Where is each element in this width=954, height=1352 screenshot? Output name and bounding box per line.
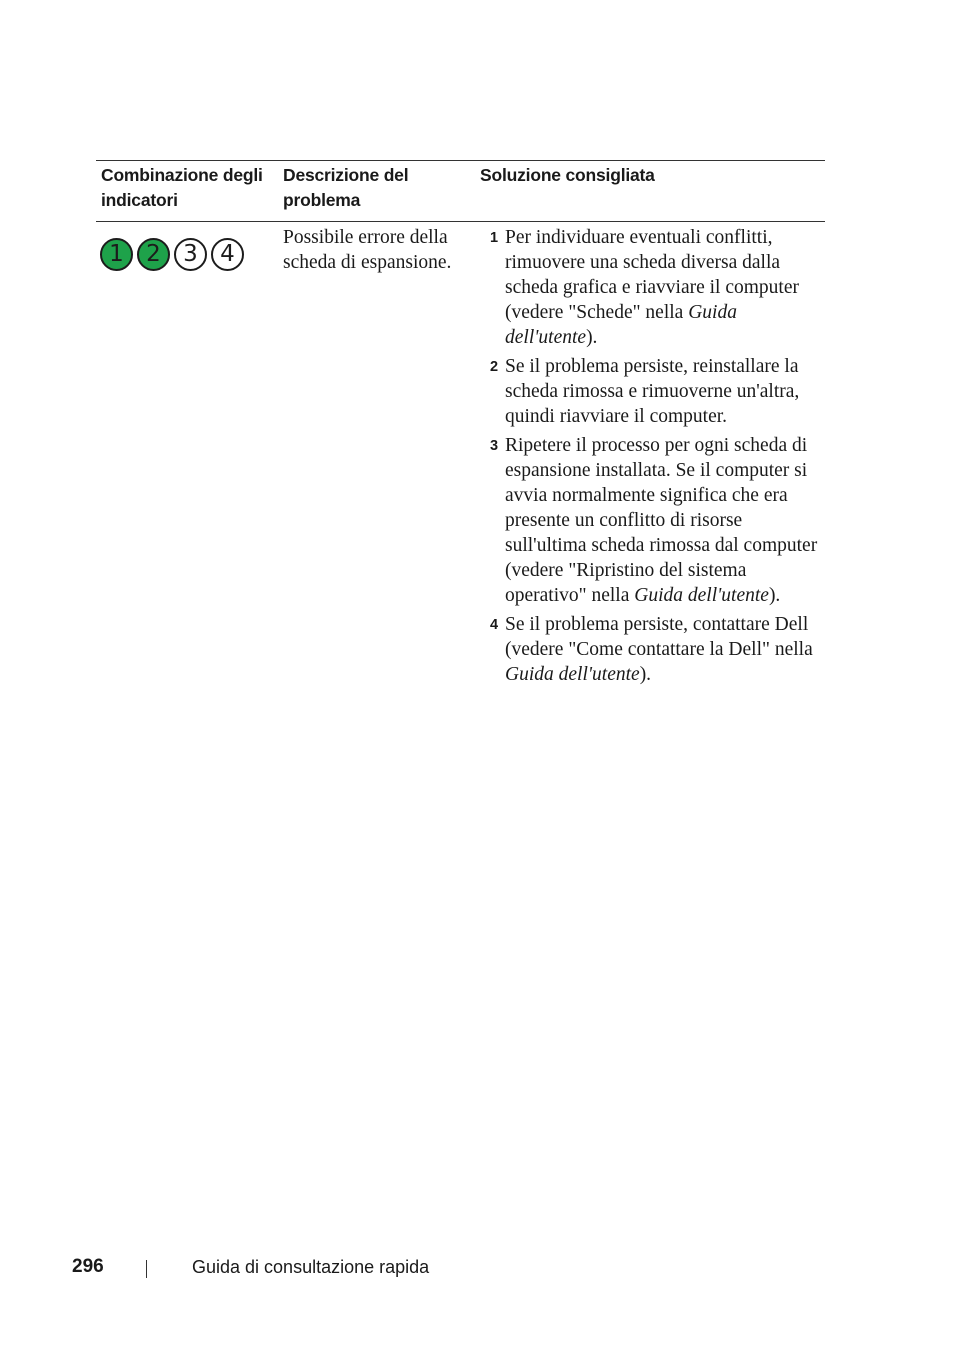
- solution-steps: [490, 225, 825, 691]
- step-number: 3: [490, 438, 499, 454]
- step-text-after: ).: [639, 664, 652, 685]
- header-recommended-solution: Soluzione consigliata: [480, 165, 655, 185]
- indicator-light-2-icon: 2: [137, 238, 170, 271]
- indicator-lights: [100, 238, 244, 271]
- problem-description: Possibile errore della scheda di espansione.: [283, 227, 452, 273]
- solution-step-2: [490, 354, 825, 429]
- step-text-after: ).: [768, 585, 781, 606]
- document-title: Guida di consultazione rapida: [192, 1257, 430, 1277]
- page-number: 296: [72, 1256, 104, 1277]
- step-emphasis: Guida dell'utente: [634, 585, 769, 606]
- step-number: 4: [490, 617, 499, 633]
- page-footer: [72, 1254, 772, 1284]
- step-text: Ripetere il processo per ogni scheda di espansione installata. Se il computer si avvia normalmente significa che era presente un conflitto di risorse sull'ultima scheda rimossa dal computer (vedere "Ripristino del sistema operativo" nella: [505, 435, 818, 606]
- step-number: 1: [490, 230, 499, 246]
- indicator-light-3-icon: 3: [174, 238, 207, 271]
- solution-step-4: [490, 612, 825, 687]
- solution-step-3: [490, 433, 825, 608]
- step-text-after: ).: [586, 327, 598, 348]
- solution-step-1: [490, 225, 825, 350]
- header-problem-description: Descrizione del problema: [283, 165, 409, 210]
- step-number: 2: [490, 359, 499, 375]
- step-emphasis: Guida dell'utente: [505, 664, 640, 685]
- step-text: Se il problema persiste, contattare Dell (vedere "Come contattare la Dell" nella: [505, 614, 813, 660]
- header-indicator-combination: Combinazione degli indicatori: [101, 165, 263, 210]
- step-text: Per individuare eventuali conflitti, rimuovere una scheda diversa dalla scheda grafica e riavviare il computer (vedere "Schede" nella: [505, 227, 799, 323]
- step-emphasis: Guida dell'utente: [505, 302, 737, 348]
- diagnostic-table: [96, 160, 825, 685]
- indicator-light-1-icon: 1: [100, 238, 133, 271]
- footer-divider: [146, 1260, 147, 1278]
- indicator-light-4-icon: 4: [211, 238, 244, 271]
- table-header-row: [96, 161, 825, 222]
- step-text: Se il problema persiste, reinstallare la scheda rimossa e rimuoverne un'altra, quindi riavviare il computer.: [505, 356, 800, 427]
